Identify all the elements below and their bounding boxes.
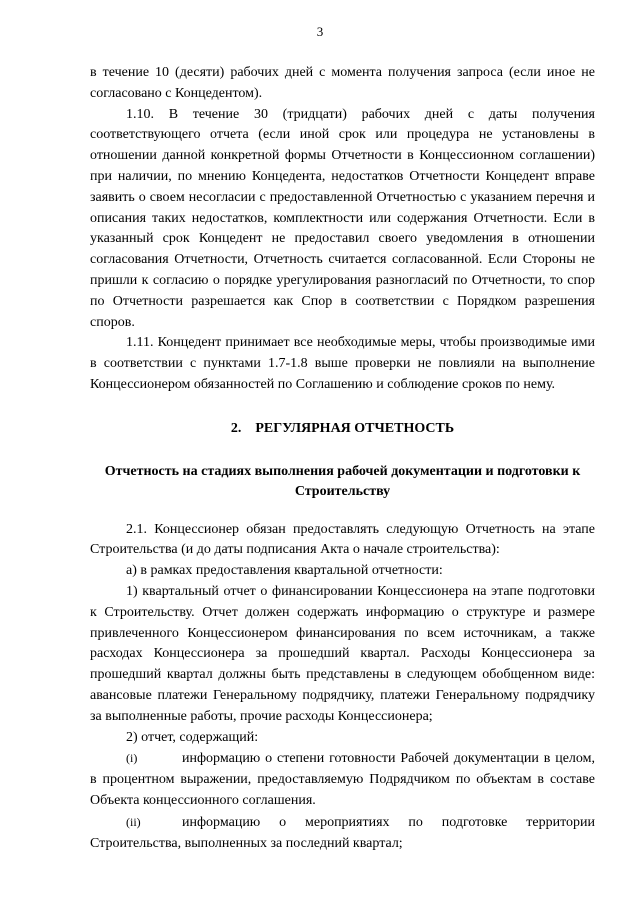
paragraph-1-11: 1.11. Концедент принимает все необходимые меры, чтобы производимые ими в соответствии с пунктами 1.7-1.8 выше проверки не повлияли на выполнение Концессионером обязанностей по Соглашению и соблюдение сроков по нему. (90, 335, 595, 392)
page-content (90, 63, 595, 854)
roman-mark-ii: (ii) (126, 814, 141, 829)
paragraph-2-1: 2.1. Концессионер обязан предоставлять следующую Отчетность на этапе Строительства (и до даты подписания Акта о начале строительства): (90, 521, 595, 558)
roman-item-ii (90, 812, 595, 855)
paragraph-continuation: в течение 10 (десяти) рабочих дней с момента получения запроса (если иное не согласовано с Концедентом). (90, 65, 595, 101)
paragraph-item-a: а) в рамках предоставления квартальной отчетности: (126, 563, 443, 579)
paragraph-item-2: 2) отчет, содержащий: (126, 729, 259, 745)
roman-text-i: информацию о степени готовности Рабочей документации в целом, в процентном выражении, предоставляемую Подрядчиком по объектам в составе Объекта концессионного соглашения. (90, 751, 595, 808)
roman-item-i (90, 748, 595, 811)
section-subtitle: Отчетность на стадиях выполнения рабочей документации и подготовки к Строительству (104, 463, 581, 499)
page-number: 3 (316, 24, 324, 39)
section-number: 2. (230, 420, 242, 436)
paragraph-item-1: 1) квартальный отчет о финансировании Концессионера на этапе подготовки к Строительству. Отчет должен содержать информацию о структуре и размере привлеченного Концессионером финансирования по всем источникам, а также расходах Концессионера за прошедший квартал. Расходы Концессионера за прошедший квартал должны быть представлены в следующем обобщенном виде: авансовые платежи Генеральному подрядчику, платежи Генеральному подрядчику за выполненные работы, прочие расходы Концессионера; (90, 583, 595, 724)
section-title: РЕГУЛЯРНАЯ ОТЧЕТНОСТЬ (255, 420, 455, 436)
section-heading (90, 419, 595, 440)
roman-mark-i: (i) (126, 751, 138, 766)
paragraph-1-10: 1.10. В течение 30 (тридцати) рабочих дней с даты получения соответствующего отчета (если иной срок или процедура не установлены в отношении данной конкретной формы Отчетности в Концессионном соглашении) при наличии, по мнению Концедента, недостатков Отчетности Концедент вправе заявить о своем несогласии с предоставленной Отчетностью с указанием перечня и описания таких недостатков, комплектности или содержания Отчетности. Если в указанный срок Концедент не предоставил своего уведомления в отношении согласования Отчетности, Отчетность считается согласованной. Если Стороны не пришли к согласию о порядке урегулирования разногласий по Отчетности, то спор по Отчетности разрешается как Спор в соответствии с Порядком разрешения споров. (90, 106, 595, 330)
roman-text-ii: информацию о мероприятиях по подготовке территории Строительства, выполненных за последний квартал; (90, 814, 595, 851)
